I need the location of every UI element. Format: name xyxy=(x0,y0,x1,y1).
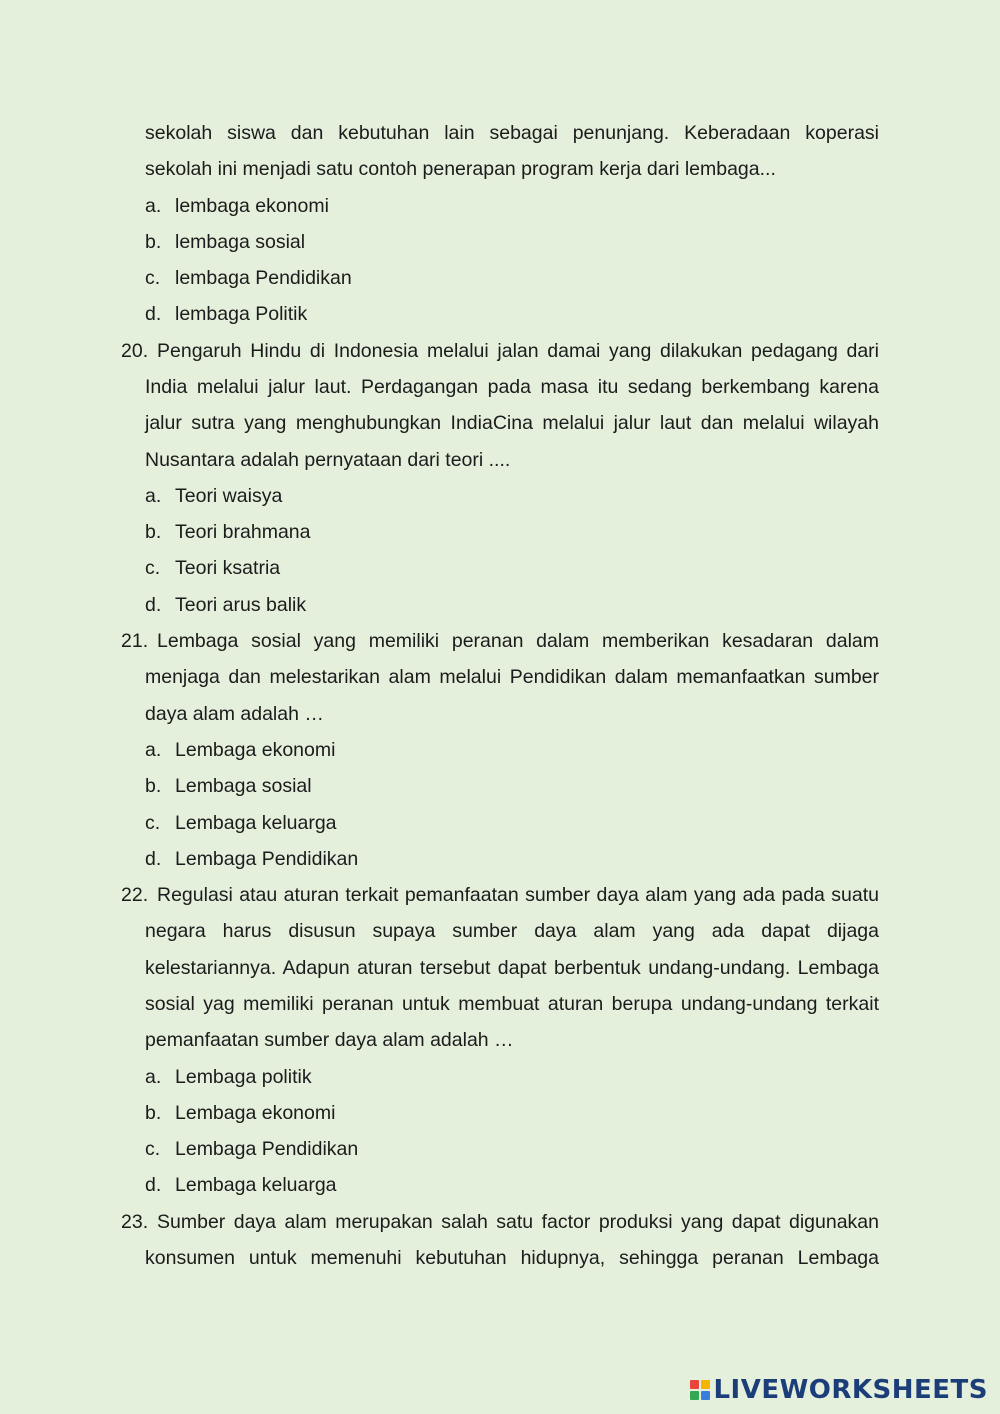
logo-mark-square xyxy=(690,1391,699,1400)
option-text: Lembaga politik xyxy=(175,1066,312,1088)
question-number: 22. xyxy=(121,884,149,906)
option-letter: b. xyxy=(145,521,162,543)
logo-mark-icon xyxy=(690,1380,710,1400)
option-a[interactable] xyxy=(145,194,329,218)
option-text: Teori brahmana xyxy=(175,521,311,543)
option-letter: b. xyxy=(145,231,162,253)
option-c[interactable] xyxy=(145,1137,358,1161)
option-letter: d. xyxy=(145,848,162,870)
option-letter: b. xyxy=(145,775,162,797)
question-text-line: jalur sutra yang menghubungkan IndiaCina melalui jalur laut dan melalui wilayah xyxy=(145,412,879,434)
question-19-text-line: sekolah ini menjadi satu contoh penerapan program kerja dari lembaga... xyxy=(145,158,776,180)
question-text-line: daya alam adalah … xyxy=(145,703,324,725)
question-text-line: kelestariannya. Adapun aturan tersebut dapat berbentuk undang-undang. Lembaga xyxy=(145,957,879,979)
option-a[interactable] xyxy=(145,484,282,508)
option-text: Lembaga keluarga xyxy=(175,812,337,834)
option-letter: d. xyxy=(145,1174,162,1196)
option-d[interactable] xyxy=(145,593,306,617)
option-text: lembaga Politik xyxy=(175,303,308,325)
question-text-line: Pengaruh Hindu di Indonesia melalui jalan damai yang dilakukan pedagang dari xyxy=(157,340,879,362)
option-text: Lembaga Pendidikan xyxy=(175,1138,359,1160)
option-text: Lembaga ekonomi xyxy=(175,1102,336,1124)
question-number: 23. xyxy=(121,1211,149,1233)
logo-mark-square xyxy=(701,1380,710,1389)
option-c[interactable] xyxy=(145,266,352,290)
option-a[interactable] xyxy=(145,1065,312,1089)
option-b[interactable] xyxy=(145,1101,335,1125)
option-letter: c. xyxy=(145,1138,161,1160)
option-a[interactable] xyxy=(145,738,335,762)
option-letter: c. xyxy=(145,267,161,289)
option-d[interactable] xyxy=(145,1173,337,1197)
question-19-text-line: sekolah siswa dan kebutuhan lain sebagai penunjang. Keberadaan koperasi xyxy=(145,122,879,144)
question-text-line: India melalui jalur laut. Perdagangan pada masa itu sedang berkembang karena xyxy=(145,376,879,398)
option-c[interactable] xyxy=(145,811,337,835)
question-text-line: sosial yag memiliki peranan untuk membuat aturan berupa undang-undang terkait xyxy=(145,993,879,1015)
option-text: Lembaga ekonomi xyxy=(175,739,336,761)
question-text-line: Lembaga sosial yang memiliki peranan dalam memberikan kesadaran dalam xyxy=(157,630,879,652)
option-letter: a. xyxy=(145,195,162,217)
option-d[interactable] xyxy=(145,302,307,326)
option-letter: a. xyxy=(145,739,162,761)
option-letter: a. xyxy=(145,1066,162,1088)
option-text: Teori waisya xyxy=(175,485,283,507)
option-text: lembaga sosial xyxy=(175,231,306,253)
question-text-line: Sumber daya alam merupakan salah satu factor produksi yang dapat digunakan xyxy=(157,1211,879,1233)
option-text: Lembaga sosial xyxy=(175,775,312,797)
option-letter: b. xyxy=(145,1102,162,1124)
question-text-line: konsumen untuk memenuhi kebutuhan hidupnya, sehingga peranan Lembaga xyxy=(145,1247,879,1269)
option-b[interactable] xyxy=(145,520,311,544)
option-text: Teori arus balik xyxy=(175,594,307,616)
question-text-line: Regulasi atau aturan terkait pemanfaatan sumber daya alam yang ada pada suatu xyxy=(157,884,879,906)
option-text: Lembaga keluarga xyxy=(175,1174,337,1196)
option-c[interactable] xyxy=(145,556,280,580)
option-letter: c. xyxy=(145,557,161,579)
option-b[interactable] xyxy=(145,230,305,254)
question-text-line: Nusantara adalah pernyataan dari teori .... xyxy=(145,449,511,471)
option-text: lembaga ekonomi xyxy=(175,195,329,217)
question-text-line: negara harus disusun supaya sumber daya alam yang ada dapat dijaga xyxy=(145,920,879,942)
question-text-line: menjaga dan melestarikan alam melalui Pendidikan dalam memanfaatkan sumber xyxy=(145,666,879,688)
liveworksheets-logo xyxy=(690,1374,988,1406)
option-letter: d. xyxy=(145,303,162,325)
logo-mark-square xyxy=(690,1380,699,1389)
option-b[interactable] xyxy=(145,774,312,798)
option-text: Teori ksatria xyxy=(175,557,281,579)
option-letter: c. xyxy=(145,812,161,834)
option-letter: d. xyxy=(145,594,162,616)
option-d[interactable] xyxy=(145,847,358,871)
question-number: 20. xyxy=(121,340,149,362)
question-text-line: pemanfaatan sumber daya alam adalah … xyxy=(145,1029,514,1051)
question-number: 21. xyxy=(121,630,149,652)
logo-text: LIVEWORKSHEETS xyxy=(713,1375,988,1405)
option-letter: a. xyxy=(145,485,162,507)
option-text: Lembaga Pendidikan xyxy=(175,848,359,870)
option-text: lembaga Pendidikan xyxy=(175,267,352,289)
logo-mark-square xyxy=(701,1391,710,1400)
